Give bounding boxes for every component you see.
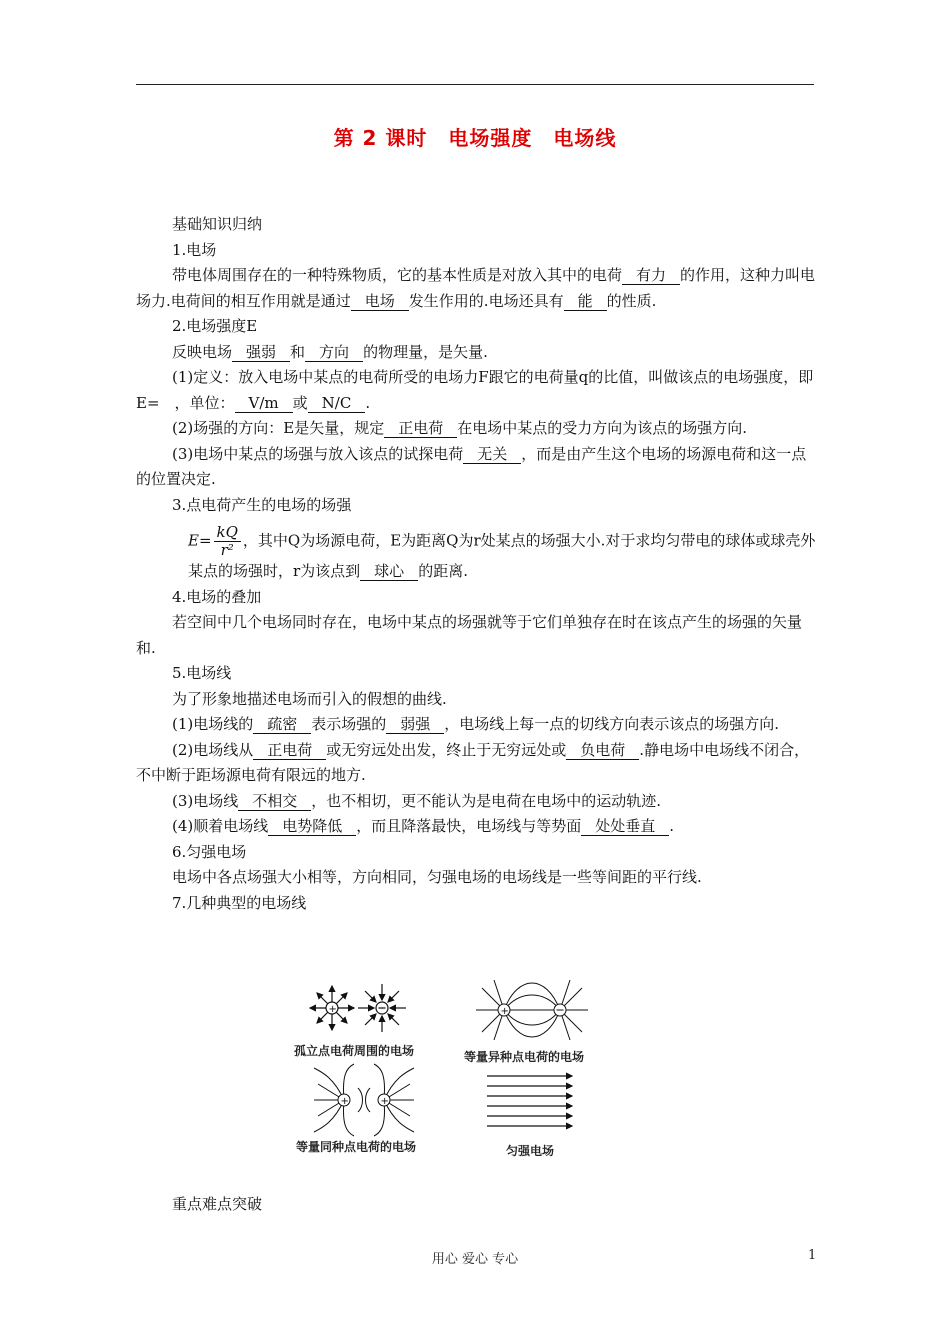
heading-superposition: 4.电场的叠加 xyxy=(172,587,262,606)
uniform-field-diagram xyxy=(487,1076,572,1126)
svg-text:+: + xyxy=(328,1004,337,1015)
opposite-charges-diagram xyxy=(476,980,588,1040)
answer-blank: 弱强 xyxy=(386,715,444,734)
field-lines-item: (1)电场线的 疏密 表示场强的 弱强 ，电场线上每一点的切线方向表示该点的场强方向. xyxy=(172,715,780,733)
answer-blank: N/C xyxy=(308,394,366,413)
field-lines-item: (4)顺着电场线 电势降低 ，而且降落最快，电场线与等势面 处处垂直 . xyxy=(172,817,675,835)
answer-blank: 球心 xyxy=(360,562,418,581)
paragraph-superposition: 若空间中几个电场同时存在，电场中某点的场强就等于它们单独存在时在该点产生的场强的矢量和. xyxy=(136,613,803,657)
heading-field-lines: 5.电场线 xyxy=(172,664,232,682)
paragraph-uniform-field: 电场中各点场强大小相等，方向相同，匀强电场的电场线是一些等间距的平行线. xyxy=(172,868,702,886)
answer-blank: 疏密 xyxy=(253,715,311,734)
figure-caption: 等量同种点电荷的电场 xyxy=(296,1140,417,1154)
section-heading-key-points: 重点难点突破 xyxy=(172,1195,263,1213)
answer-blank: 能 xyxy=(564,292,607,311)
answer-blank: 方向 xyxy=(305,343,363,362)
heading-typical-field-lines: 7.几种典型的电场线 xyxy=(172,893,307,912)
answer-blank: 正电荷 xyxy=(384,419,457,438)
paragraph-field-lines-intro: 为了形象地描述电场而引入的假想的曲线. xyxy=(172,689,447,708)
answer-blank: 负电荷 xyxy=(566,741,639,760)
figure-caption: 孤立点电荷周围的电场 xyxy=(294,1044,415,1058)
answer-blank: 不相交 xyxy=(238,792,311,811)
answer-blank: 正电荷 xyxy=(253,741,326,760)
isolated-positive-charge-diagram xyxy=(310,986,354,1030)
definition-item: (1)定义：放入电场中某点的电荷所受的电场力F跟它的电荷量q的比值，叫做该点的电场强度，即 E= ，单位： V/m 或 N/C . xyxy=(136,368,829,412)
svg-text:+: + xyxy=(500,1006,509,1017)
direction-item: (2)场强的方向：E是矢量，规定 正电荷 在电场中某点的受力方向为该点的场强方向. xyxy=(172,419,747,437)
page-title: 第 2 课时 电场强度 电场线 xyxy=(333,126,617,150)
figure-caption: 等量异种点电荷的电场 xyxy=(464,1050,585,1064)
page-number: 1 xyxy=(808,1248,817,1263)
answer-blank: 电势降低 xyxy=(268,817,356,836)
field-lines-item: (3)电场线 不相交 ，也不相切，更不能认为是电荷在电场中的运动轨迹. xyxy=(172,791,662,810)
page-footer: 用心 爱心 专心 xyxy=(431,1252,519,1267)
heading-uniform-field: 6.匀强电场 xyxy=(172,842,247,861)
isolated-negative-charge-diagram xyxy=(358,984,406,1032)
document-body xyxy=(136,212,829,916)
answer-blank: 无关 xyxy=(463,445,521,464)
dependence-item: (3)电场中某点的场强与放入该点的试探电荷 无关 ，而是由产生这个电场的场源电荷和这一点的位置决定. xyxy=(136,444,807,488)
figure-caption: 匀强电场 xyxy=(506,1144,555,1158)
answer-blank: 电场 xyxy=(351,292,409,311)
section-heading: 基础知识归纳 xyxy=(172,215,263,233)
answer-blank: 强弱 xyxy=(232,343,290,362)
paragraph-field-strength: 反映电场 强弱 和 方向 的物理量，是矢量. xyxy=(172,342,488,361)
field-line-diagrams-svg xyxy=(282,968,622,1164)
answer-blank: V/m xyxy=(235,394,293,413)
like-charges-diagram xyxy=(314,1064,414,1136)
point-charge-formula-paragraph: E= $\frac{kQ}{\text{r²}}$ ，其中Q为场源电荷，E为距离Q为r处某点的场强大小.对于求均匀带电的球体或球壳外某点的场强时，r为该点到 球心 的距离. xyxy=(188,523,816,580)
svg-text:+: + xyxy=(340,1096,349,1107)
svg-text:+: + xyxy=(380,1096,389,1107)
heading-point-charge: 3.点电荷产生的电场的场强 xyxy=(172,495,352,514)
field-lines-item: (2)电场线从 正电荷 或无穷远处出发，终止于无穷远处或 负电荷 .静电场中电场线不闭合，不中断于距场源电荷有限远的地方. xyxy=(136,740,810,784)
answer-blank: 有力 xyxy=(622,266,680,285)
field-line-figures xyxy=(282,968,622,1164)
formula-fraction: $\frac{kQ}{\text{r²}}$ xyxy=(214,524,241,559)
answer-blank: 处处垂直 xyxy=(581,817,669,836)
heading-field-strength: 2.电场强度E xyxy=(172,317,258,335)
header-rule xyxy=(136,84,814,85)
paragraph-electric-field: 带电体周围存在的一种特殊物质，它的基本性质是对放入其中的电荷 有力 的作用，这种力叫电场力.电荷间的相互作用就是通过 电场 发生作用的.电场还具有 能 的性质. xyxy=(136,266,816,310)
heading-electric-field: 1.电场 xyxy=(172,240,217,259)
